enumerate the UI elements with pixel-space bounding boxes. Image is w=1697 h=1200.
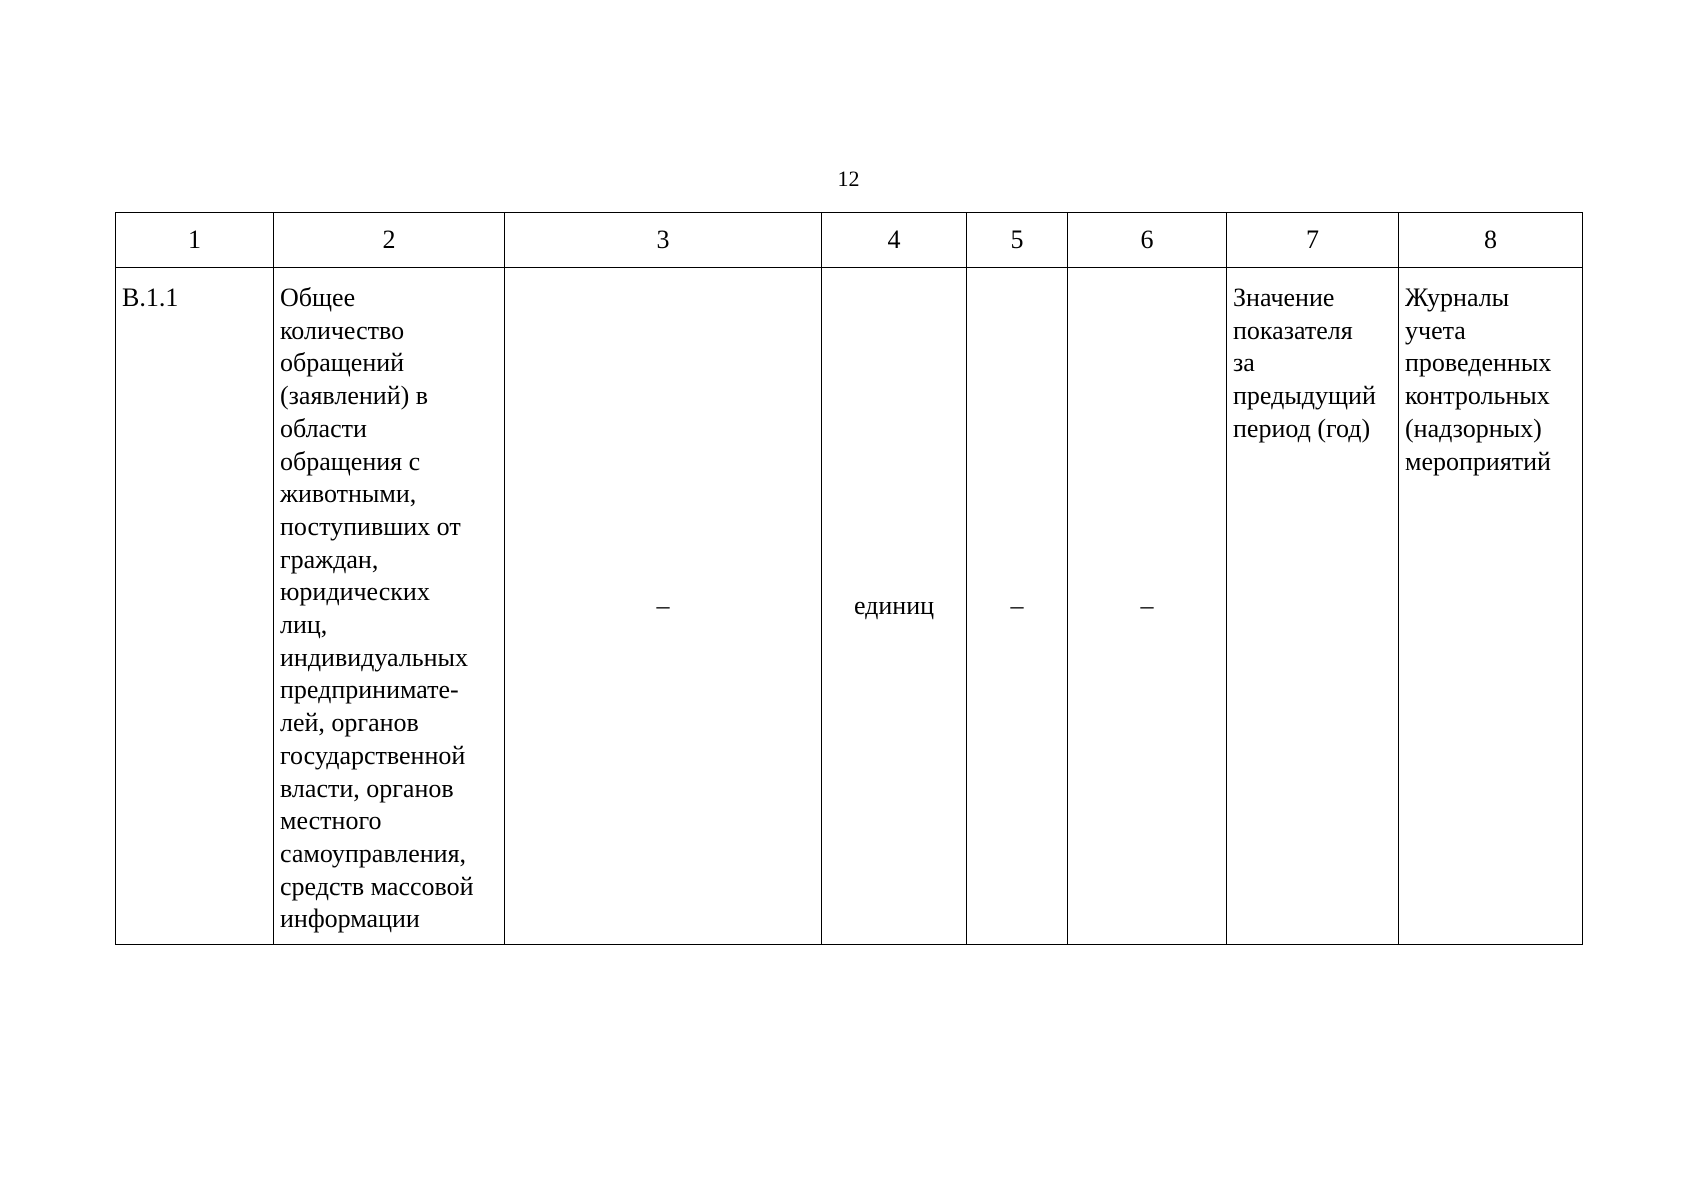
- header-cell-4: 4: [822, 213, 967, 268]
- value-line: предыдущий: [1233, 381, 1376, 411]
- indicator-line: граждан,: [280, 544, 379, 574]
- header-cell-6: 6: [1068, 213, 1227, 268]
- source-line: (надзорных): [1405, 413, 1542, 443]
- value-line: показателя: [1233, 315, 1353, 345]
- code-cell: В.1.1: [116, 268, 274, 945]
- value-cell: [1227, 268, 1399, 945]
- source-line: проведенных: [1405, 348, 1552, 378]
- value-line: период (год): [1233, 413, 1371, 443]
- indicator-line: области: [280, 413, 367, 443]
- unit-cell: единиц: [822, 268, 967, 945]
- indicator-line: лиц,: [280, 610, 328, 640]
- formula-cell: –: [505, 268, 822, 945]
- header-cell-1: 1: [116, 213, 274, 268]
- indicator-line: индивидуальных: [280, 642, 469, 672]
- indicator-line: лей, органов: [280, 708, 419, 738]
- indicators-table: [115, 212, 1583, 945]
- header-cell-5: 5: [967, 213, 1068, 268]
- indicator-line: обращений: [280, 348, 405, 378]
- source-line: Журналы: [1405, 283, 1510, 312]
- page-number: 12: [837, 166, 860, 191]
- header-cell-8: 8: [1399, 213, 1583, 268]
- indicator-name-cell: [274, 268, 505, 945]
- indicator-line: государственной: [280, 740, 466, 770]
- indicator-line: количество: [280, 315, 405, 345]
- indicator-line: (заявлений) в: [280, 381, 429, 411]
- header-cell-2: 2: [274, 213, 505, 268]
- indicator-line: информации: [280, 904, 420, 934]
- indicator-line: средств массовой: [280, 871, 474, 901]
- indicator-line: животными,: [280, 479, 417, 509]
- source-line: мероприятий: [1405, 446, 1551, 476]
- indicator-line: поступивших от: [280, 511, 461, 541]
- col5-cell: –: [967, 268, 1068, 945]
- table-row: [116, 268, 1583, 945]
- source-line: учета: [1405, 315, 1466, 345]
- header-cell-3: 3: [505, 213, 822, 268]
- indicator-line: власти, органов: [280, 773, 454, 803]
- header-cell-7: 7: [1227, 213, 1399, 268]
- indicator-line: предпринимате-: [280, 675, 459, 705]
- indicator-line: Общее: [280, 283, 356, 312]
- value-line: за: [1233, 348, 1255, 378]
- col6-cell: –: [1068, 268, 1227, 945]
- indicator-line: самоуправления,: [280, 838, 467, 868]
- source-cell: [1399, 268, 1583, 945]
- source-line: контрольных: [1405, 381, 1550, 411]
- indicator-line: местного: [280, 806, 382, 836]
- indicator-line: юридических: [280, 577, 430, 607]
- indicator-line: обращения с: [280, 446, 421, 476]
- header-row: [116, 213, 1583, 268]
- value-line: Значение: [1233, 283, 1335, 312]
